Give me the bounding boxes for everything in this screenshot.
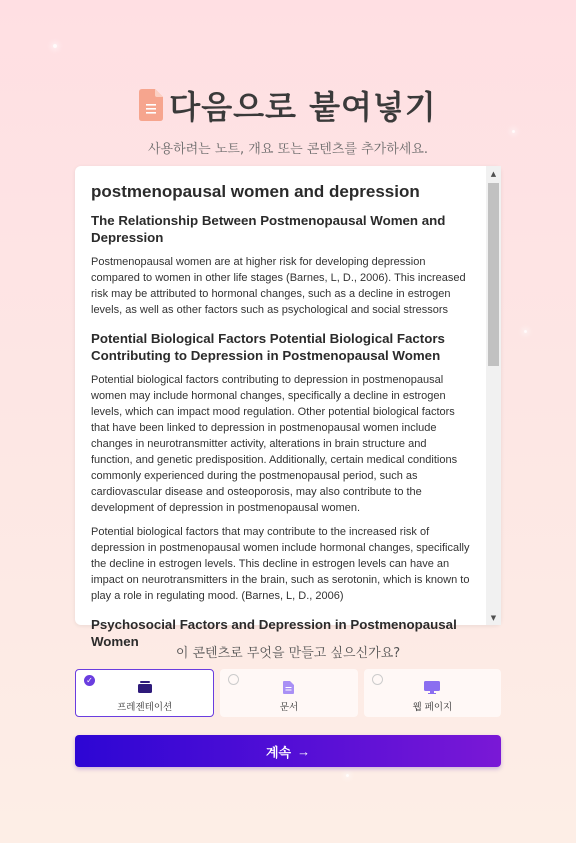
output-type-question: 이 콘텐츠로 무엇을 만들고 싶으신가요?: [175, 646, 401, 661]
output-type-options: [75, 669, 501, 717]
paragraph: Potential biological factors that may contribute to the increased risk of depression in postmenopausal women include hormonal changes, specifically the decline in estrogen levels. This decline in estrogen levels can have an impact on neurotransmitters in the brain, such as serotonin, which is known to play a role in regulating mood. (Barnes, L, D., 2006): [91, 526, 470, 602]
option-presentation[interactable]: [75, 669, 214, 717]
option-document[interactable]: [220, 669, 357, 717]
section-heading: Psychosocial Factors and Depression in Postmenopausal Women: [91, 617, 457, 649]
page-title: 다음으로 붙여넣기: [169, 88, 437, 126]
option-webpage[interactable]: [364, 669, 501, 717]
document-icon: [283, 679, 294, 695]
option-label: 문서: [279, 702, 299, 713]
sparkle-decoration: [524, 330, 527, 333]
check-icon: ✓: [84, 675, 95, 686]
continue-button[interactable]: [75, 735, 501, 767]
scrollbar-thumb[interactable]: [488, 183, 499, 366]
content-editor[interactable]: [75, 166, 501, 649]
radio-button[interactable]: [372, 674, 383, 685]
paragraph: Postmenopausal women are at higher risk for developing depression compared to women in other life stages (Barnes, L, D., 2006). This increased risk may be attributed to hormonal changes, such as a decline in estrogen levels, as well as other factors such as psychological and social stressors: [91, 256, 466, 316]
presentation-icon: [138, 679, 152, 695]
sparkle-decoration: [346, 774, 349, 777]
page-subtitle: 사용하려는 노트, 개요 또는 콘텐츠를 추가하세요.: [147, 142, 429, 157]
editor-content[interactable]: [91, 182, 471, 649]
sparkle-decoration: [53, 44, 57, 48]
document-title: postmenopausal women and depression: [91, 182, 420, 201]
page-header: [0, 82, 576, 157]
scroll-down-arrow-icon[interactable]: ▼: [490, 613, 497, 622]
section-heading: Potential Biological Factors Potential Biological Factors Contributing to Depression in Postmenopausal Women: [91, 331, 445, 363]
document-icon: [139, 89, 163, 121]
option-label: 프레젠테이션: [117, 702, 173, 713]
section-heading: The Relationship Between Postmenopausal Women and Depression: [91, 213, 446, 245]
paragraph: Potential biological factors contributing to depression in postmenopausal women may include hormonal changes, specifically a decline in estrogen levels, which can impact mood regulation. Other potential biological factors that have been linked to depression in postmenopausal women include changes in neurotransmitter activity, alterations in brain structure and function, and genetic predisposition. Additionally, certain medical conditions commonly experienced during the postmenopausal period, such as cardiovascular disease and osteoporosis, may also contribute to the development of depression in postmenopausal women.: [91, 374, 458, 514]
radio-button[interactable]: [228, 674, 239, 685]
continue-label: 계속: [265, 744, 292, 760]
option-label: 웹 페이지: [412, 702, 453, 713]
arrow-right-icon: →: [297, 743, 311, 759]
monitor-icon: [424, 679, 440, 695]
scroll-up-arrow-icon[interactable]: ▲: [490, 169, 497, 178]
editor-scrollbar[interactable]: [486, 166, 501, 625]
